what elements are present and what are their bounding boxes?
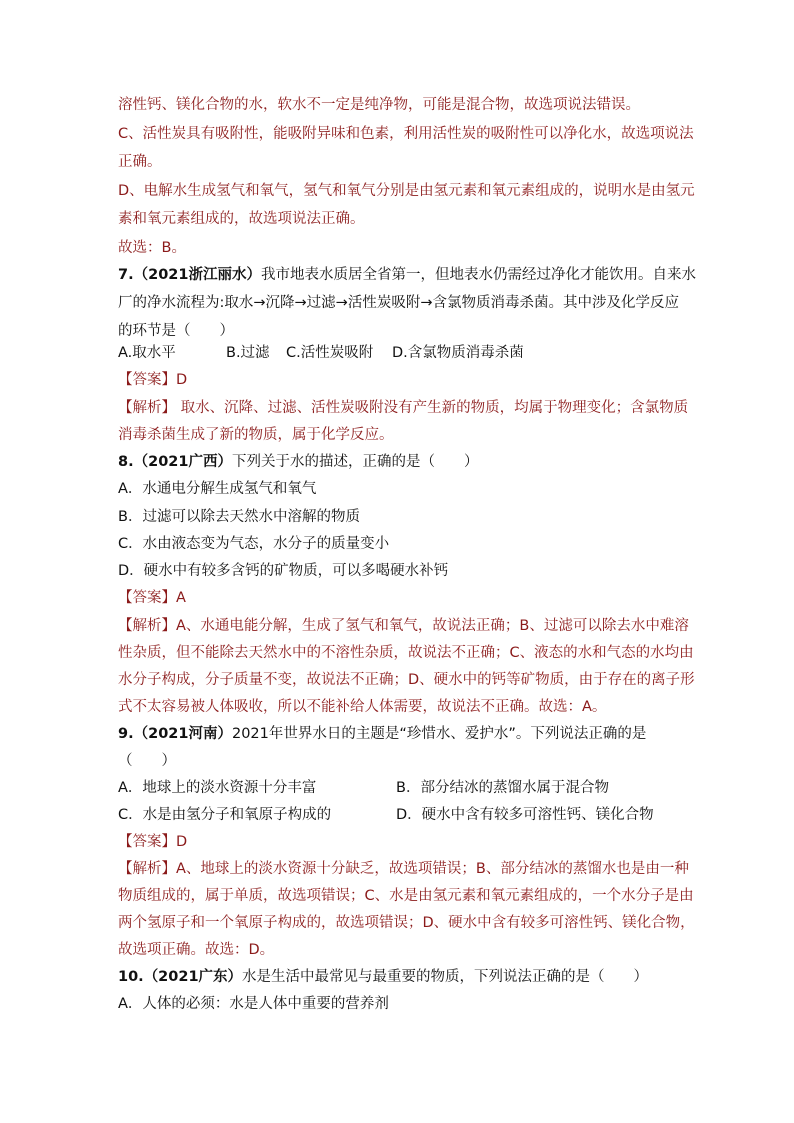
q8-stem-text: 下列关于水的描述，正确的是（ ） (231, 454, 479, 470)
q7-analysis-tag: 【解析】 (118, 400, 176, 416)
q7-stem-line2: 厂的净水流程为:取水→沉降→过滤→活性炭吸附→含氯物质消毒杀菌。其中涉及化学反应 (118, 295, 679, 311)
q9-analysis-line2: 物质组成的，属于单质，故选项错误；C、水是由氢元素和氧元素组成的，一个水分子是由 (118, 888, 694, 904)
q9-source: （2021河南） (133, 726, 232, 742)
q8-source: （2021广西） (133, 454, 232, 470)
q9-stem-text: 2021年世界水日的主题是“珍惜水、爱护水”。下列说法正确的是 (231, 726, 647, 742)
q7-option-b: B.过滤 (226, 345, 270, 361)
q8-answer-tag: 【答案】 (118, 590, 176, 606)
q8-answer-value: A (176, 590, 186, 606)
q9-analysis-tag: 【解析】 (118, 861, 176, 877)
q7-source: （2021浙江丽水） (133, 267, 261, 283)
q8-analysis-line4: 式不太容易被人体吸收，所以不能补给人体需要，故说法不正确。故选：A。 (118, 699, 607, 715)
q9-option-a: A．地球上的淡水资源十分丰富 (118, 780, 317, 796)
q8-analysis-text: A、水通电能分解，生成了氢气和氧气，故说法正确；B、过滤可以除去水中难溶 (176, 618, 689, 634)
q7-stem-line3: 的环节是（ ） (118, 323, 234, 339)
q9-analysis-text: A、地球上的淡水资源十分缺乏，故选项错误；B、部分结冰的蒸馏水也是由一种 (176, 861, 689, 877)
q8-analysis-line2: 性杂质，但不能除去天然水中的不溶性杂质，故说法不正确；C、液态的水和气态的水均由 (118, 645, 694, 661)
q9-answer (118, 832, 187, 852)
prev-analysis-c-line2: 正确。 (118, 154, 162, 170)
q8-stem (118, 452, 478, 472)
q9-analysis-line1 (118, 859, 689, 879)
q8-analysis-tag: 【解析】 (118, 618, 176, 634)
q10-number: 10. (118, 969, 144, 985)
q9-option-c: C．水是由氢分子和氧原子构成的 (118, 807, 332, 823)
q8-number: 8. (118, 454, 134, 470)
prev-analysis-line: 溶性钙、镁化合物的水，软水不一定是纯净物，可能是混合物，故选项说法错误。 (118, 97, 640, 113)
q7-options (118, 343, 524, 363)
q9-stem (118, 724, 646, 744)
q9-answer-value: D (176, 834, 188, 850)
q8-option-a: A．水通电分解生成氢气和氧气 (118, 481, 317, 497)
q10-source: （2021广东） (143, 969, 243, 985)
q10-option-a: A．人体的必须：水是人体中重要的营养剂 (118, 996, 389, 1012)
q9-number: 9. (118, 726, 134, 742)
q10-stem-text: 水是生活中最常见与最重要的物质，下列说法正确的是（ ） (242, 969, 649, 985)
q7-option-d: D.含氯物质消毒杀菌 (392, 345, 524, 361)
prev-choice: 故选：B。 (118, 240, 186, 256)
q9-stem-line2: （ ） (118, 753, 176, 769)
q8-analysis-line1 (118, 616, 689, 636)
q8-option-c: C．水由液态变为气态，水分子的质量变小 (118, 536, 390, 552)
q7-analysis-text: 取水、沉降、过滤、活性炭吸附没有产生新的物质，均属于物理变化；含氯物质 (176, 400, 689, 416)
q7-answer-value: D (176, 372, 188, 388)
q9-analysis-line3: 两个氢原子和一个氧原子构成的，故选项错误；D、硬水中含有较多可溶性钙、镁化合物， (118, 915, 695, 931)
prev-analysis-d-line2: 素和氧元素组成的，故选项说法正确。 (118, 211, 365, 227)
q7-analysis-line1 (118, 398, 688, 418)
q8-option-b: B．过滤可以除去天然水中溶解的物质 (118, 509, 360, 525)
q8-option-d: D．硬水中有较多含钙的矿物质，可以多喝硬水补钙 (118, 563, 449, 579)
q9-option-d: D．硬水中含有较多可溶性钙、镁化合物 (396, 807, 654, 823)
q7-answer-tag: 【答案】 (118, 372, 176, 388)
q10-stem (118, 967, 648, 987)
q7-answer (118, 370, 187, 390)
prev-analysis-d-line1: D、电解水生成氢气和氧气，氢气和氧气分别是由氢元素和氧元素组成的，说明水是由氢元 (118, 183, 695, 199)
q7-option-c: C.活性炭吸附 (286, 345, 374, 361)
q7-number: 7. (118, 267, 134, 283)
q9-option-b: B．部分结冰的蒸馏水属于混合物 (396, 780, 609, 796)
q7-analysis-line2: 消毒杀菌生成了新的物质，属于化学反应。 (118, 427, 394, 443)
prev-analysis-c-line1: C、活性炭具有吸附性，能吸附异味和色素，利用活性炭的吸附性可以净化水，故选项说法 (118, 126, 694, 142)
q8-answer (118, 588, 186, 608)
q9-analysis-line4: 故选项正确。故选：D。 (118, 942, 275, 958)
q7-option-a: A.取水平 (118, 345, 176, 361)
q8-analysis-line3: 水分子构成，分子质量不变，故说法不正确；D、硬水中的钙等矿物质，由于存在的离子形 (118, 672, 695, 688)
q7-stem-line1 (118, 265, 696, 285)
q7-stem-text: 我市地表水质居全省第一，但地表水仍需经过净化才能饮用。自来水 (260, 267, 696, 283)
q9-answer-tag: 【答案】 (118, 834, 176, 850)
